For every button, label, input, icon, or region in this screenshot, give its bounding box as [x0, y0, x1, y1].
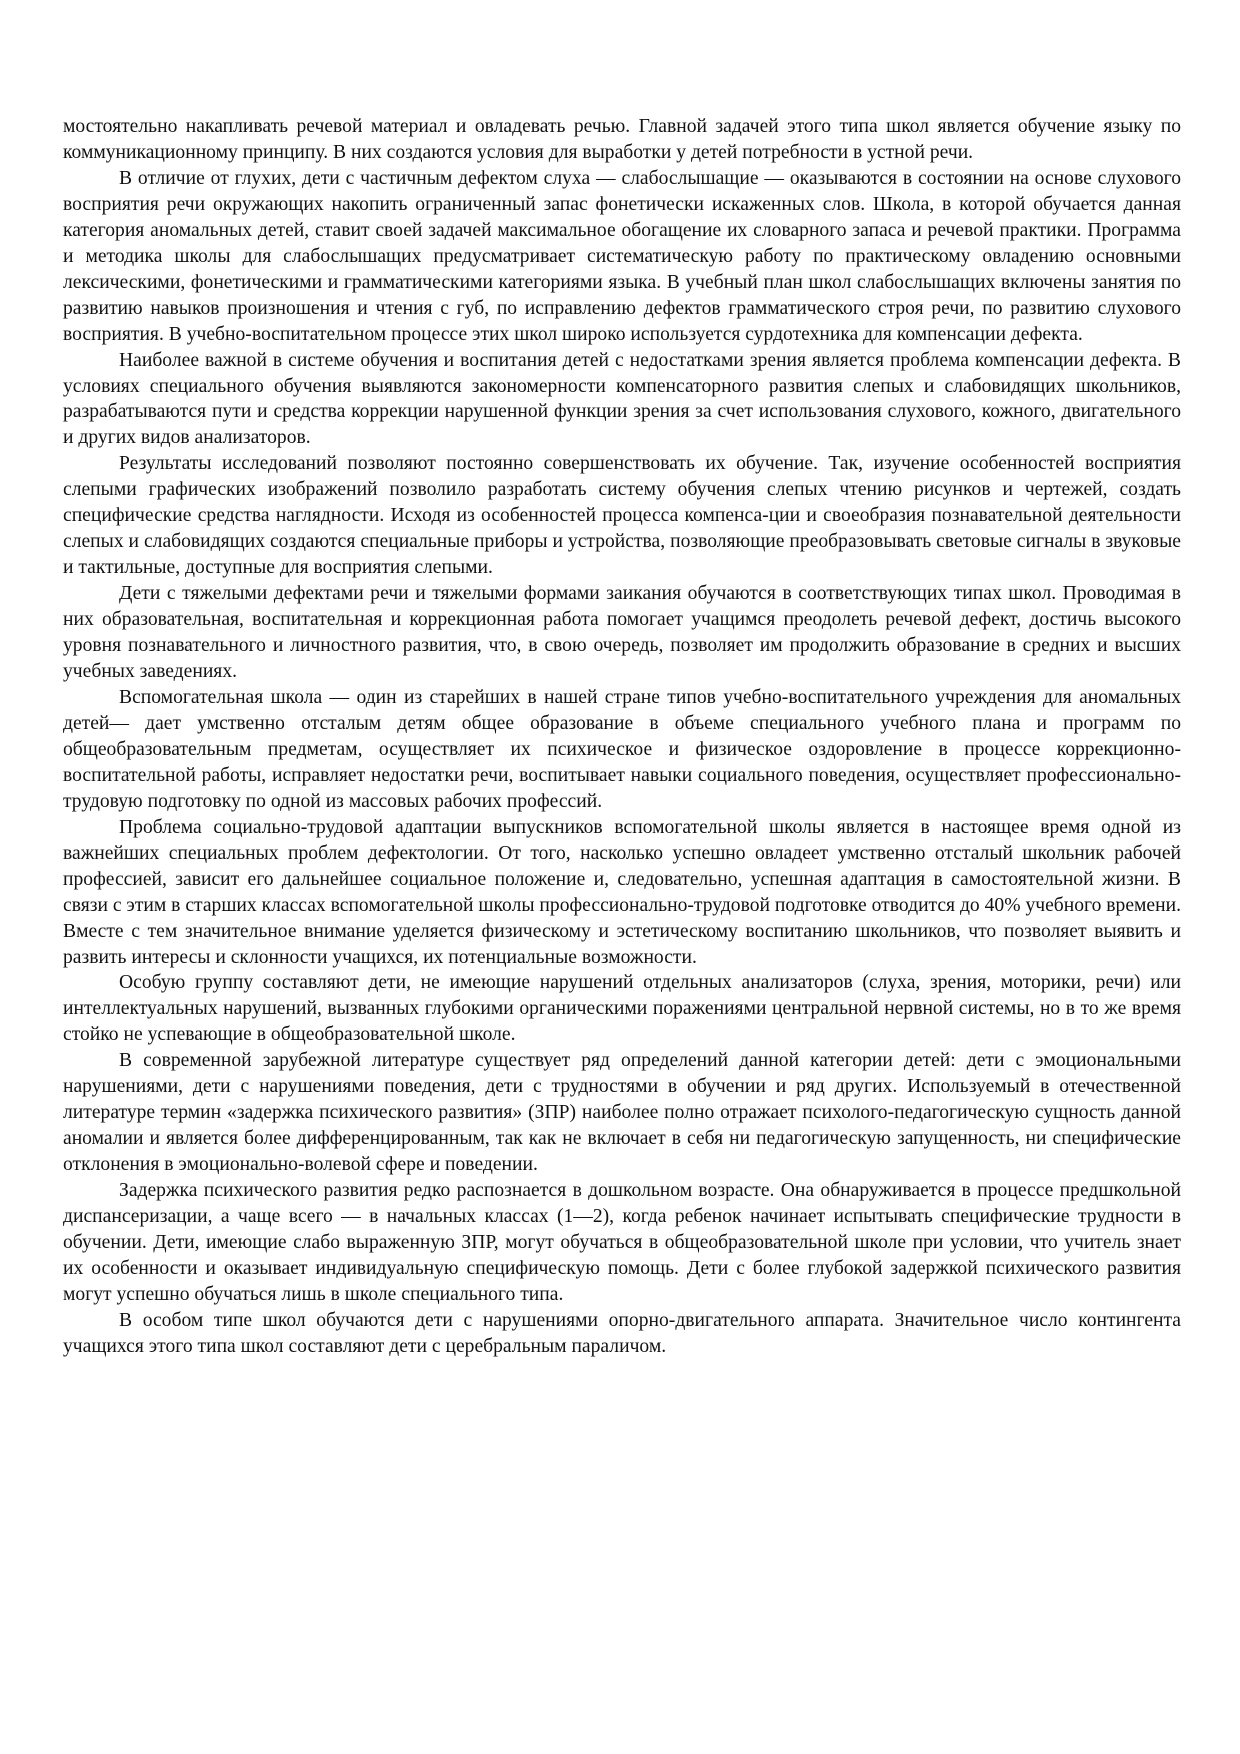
- paragraph-4: Результаты исследований позволяют постоянно совершенствовать их обучение. Так, изучение особенностей восприятия слепыми графических изображений позволило разработать систему обучения слепых чтению рисунков и чертежей, создать специфические средства наглядности. Исходя из особенностей процесса компенса-ции и своеобразия познавательной деятельности слепых и слабовидящих создаются специальные приборы и устройства, позволяющие преобразовывать световые сигналы в звуковые и тактильные, доступные для восприятия слепыми.: [63, 453, 1181, 579]
- paragraph-8: Особую группу составляют дети, не имеющие нарушений отдельных анализаторов (слуха, зрения, моторики, речи) или интеллектуальных нарушений, вызванных глубокими органическими поражениями центральной нервной системы, но в то же время стойко не успевающие в общеобразовательной школе.: [63, 972, 1181, 1046]
- paragraph-9: В современной зарубежной литературе существует ряд определений данной категории детей: дети с эмоциональными нарушениями, дети с нарушениями поведения, дети с трудностями в обучении и ряд других. Используемый в отечественной литературе термин «задержка психического развития» (ЗПР) наиболее полно отражает психолого-педагогическую сущность данной аномалии и является более дифференцированным, так как не включает в себя ни педагогическую запущенность, ни специфические отклонения в эмоционально-волевой сфере и поведении.: [63, 1050, 1181, 1176]
- paragraph-2: В отличие от глухих, дети с частичным дефектом слуха — слабослышащие — оказываются в состоянии на основе слухового восприятия речи окружающих накопить ограниченный запас фонетически искаженных слов. Школа, в которой обучается данная категория аномальных детей, ставит своей задачей максимальное обогащение их словарного запаса и речевой практики. Программа и методика школы для слабослышащих предусматривает систематическую работу по практическому овладению основными лексическими, фонетическими и грамматическими категориями языка. В учебный план школ слабослышащих включены занятия по развитию навыков произношения и чтения с губ, по исправлению дефектов грамматического строя речи, по развитию слухового восприятия. В учебно-воспитательном процессе этих школ широко используется сурдотехника для компенсации дефекта.: [63, 167, 1181, 345]
- paragraph-1: мостоятельно накапливать речевой материал и овладевать речью. Главной задачей этого типа школ является обучение языку по коммуникационному принципу. В них создаются условия для выработки у детей потребности в устной речи.: [63, 116, 1181, 163]
- paragraph-10: Задержка психического развития редко распознается в дошкольном возрасте. Она обнаруживается в процессе предшкольной диспансеризации, а чаще всего — в начальных классах (1—2), когда ребенок начинает испытывать специфические трудности в обучении. Дети, имеющие слабо выраженную ЗПР, могут обучаться в общеобразовательной школе при условии, что учитель знает их особенности и оказывает индивидуальную специфическую помощь. Дети с более глубокой задержкой психического развития могут успешно обучаться лишь в школе специального типа.: [63, 1180, 1181, 1305]
- paragraph-6: Вспомогательная школа — один из старейших в нашей стране типов учебно-воспитательного учреждения для аномальных детей— дает умственно отсталым детям общее образование в объеме специального учебного плана и программ по общеобразовательным предметам, осуществляет их психическое и физическое оздоровление в процессе коррекционно-воспитательной работы, исправляет недостатки речи, воспитывает навыки социального поведения, осуществляет профессионально-трудовую подготовку по одной из массовых рабочих профессий.: [63, 686, 1181, 812]
- paragraph-7: Проблема социально-трудовой адаптации выпускников вспомогательной школы является в настоящее время одной из важнейших специальных проблем дефектологии. От того, насколько успешно овладеет умственно отсталый школьник рабочей профессией, зависит его дальнейшее социальное положение и, следовательно, успешная адаптация в самостоятельной жизни. В связи с этим в старших классах вспомогательной школы профессионально-трудовой подготовке отводится до 40% учебного времени. Вместе с тем значительное внимание уделяется физическому и эстетическому воспитанию школьников, что позволяет выявить и развить интересы и склонности учащихся, их потенциальные возможности.: [63, 816, 1181, 968]
- paragraph-3: Наиболее важной в системе обучения и воспитания детей с недостатками зрения является проблема компенсации дефекта. В условиях специального обучения выявляются закономерности компенсаторного развития слепых и слабовидящих школьников, разрабатываются пути и средства коррекции нарушенной функции зрения за счет использования слухового, кожного, двигательного и других видов анализаторов.: [63, 349, 1181, 449]
- paragraph-5: Дети с тяжелыми дефектами речи и тяжелыми формами заикания обучаются в соответствующих типах школ. Проводимая в них образовательная, воспитательная и коррекционная работа помогает учащимся преодолеть речевой дефект, достичь высокого уровня познавательного и личностного развития, что, в свою очередь, позволяет им продолжить образование в средних и высших учебных заведениях.: [63, 583, 1181, 683]
- document-page: [63, 114, 1181, 1360]
- paragraph-11: В особом типе школ обучаются дети с нарушениями опорно-двигательного аппарата. Значительное число контингента учащихся этого типа школ составляют дети с церебральным параличом.: [63, 1309, 1181, 1357]
